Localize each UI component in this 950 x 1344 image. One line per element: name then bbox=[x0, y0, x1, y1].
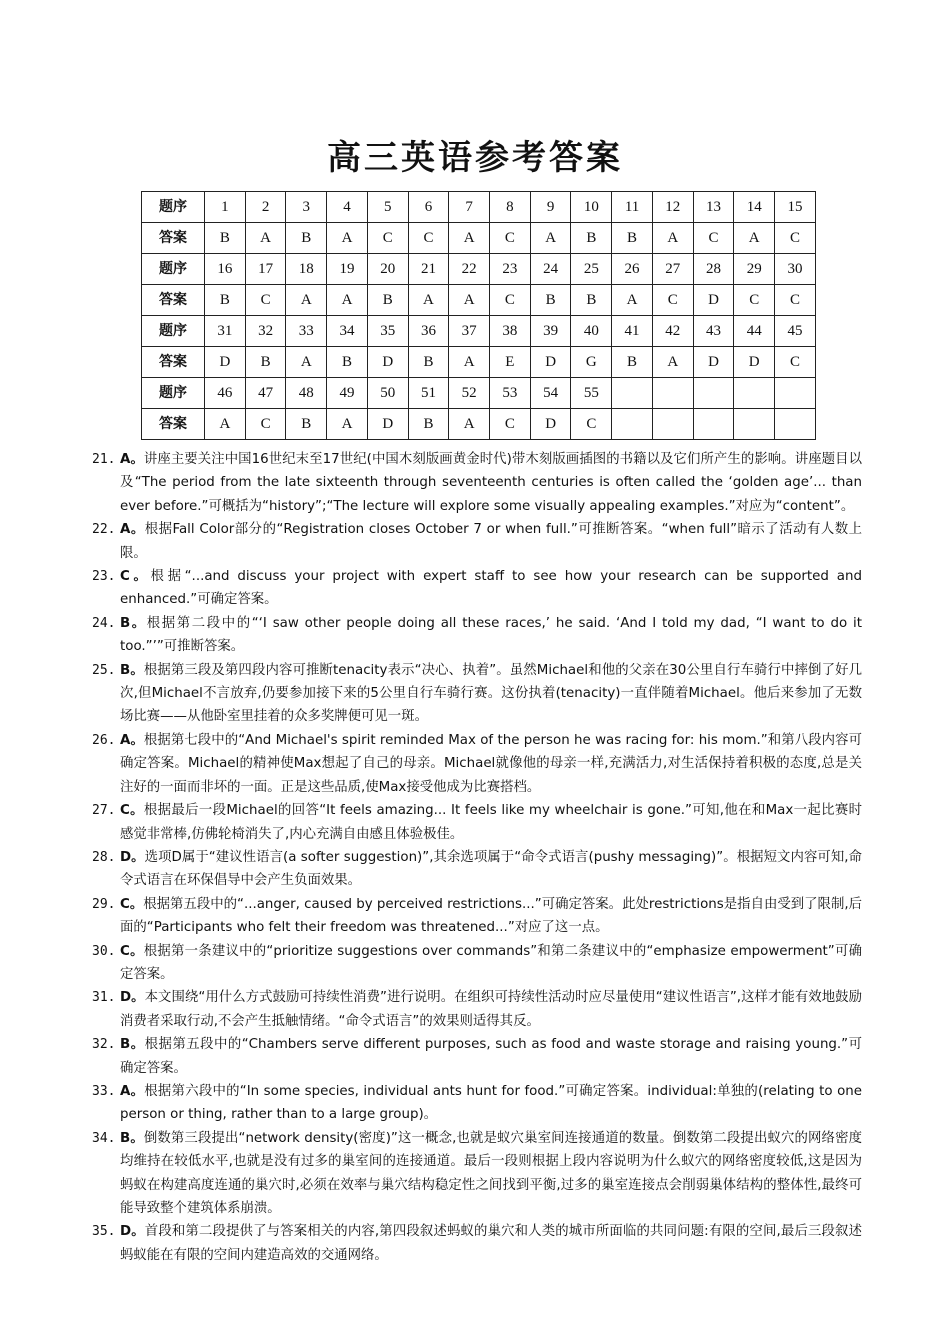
explanation-body: 根据第三段及第四段内容可推断tenacity表示“决心、执着”。虽然Michael和他的父亲在30公里自行车骑行中摔倒了好几次,但Michael不言放弃,仍要参加接下来的5公里自行车骑行赛。这份执着(tenacity)一直伴随着Michael。他后来参加了无数场比赛——从他卧室里挂着的众多奖牌便可见一斑。 bbox=[120, 662, 862, 725]
answer-row bbox=[142, 347, 816, 378]
question-number: 26. bbox=[92, 732, 116, 748]
question-number-cell: 31 bbox=[205, 316, 246, 347]
answer-cell: A bbox=[286, 347, 327, 378]
answer-cell: C bbox=[693, 223, 734, 254]
answer-letter: B。 bbox=[120, 615, 147, 631]
explanation-text bbox=[120, 846, 862, 893]
explanation-body: 根据第五段中的“...anger, caused by perceived restrictions...”可确定答案。此处restrictions是指自由受到了限制,后面的“Participants who felt their freedom was threatened...”对应了这一点。 bbox=[120, 896, 863, 936]
question-number-cell bbox=[734, 378, 775, 409]
question-number: 33. bbox=[92, 1083, 116, 1099]
question-number-cell: 21 bbox=[408, 254, 449, 285]
explanation-text bbox=[120, 518, 862, 565]
question-number: 23. bbox=[92, 569, 116, 585]
question-number: 29. bbox=[92, 896, 116, 912]
question-number-cell: 48 bbox=[286, 378, 327, 409]
question-number-cell: 6 bbox=[408, 192, 449, 223]
answer-cell: A bbox=[449, 409, 490, 440]
question-number-cell bbox=[652, 378, 693, 409]
answer-cell: A bbox=[205, 409, 246, 440]
question-number-cell: 34 bbox=[327, 316, 368, 347]
answer-cell: C bbox=[367, 223, 408, 254]
question-number-cell bbox=[775, 378, 816, 409]
question-number-cell: 40 bbox=[571, 316, 612, 347]
answer-cell: A bbox=[286, 285, 327, 316]
answer-letter: C。 bbox=[120, 569, 151, 585]
answer-letter: D。 bbox=[120, 1224, 145, 1240]
answer-cell: B bbox=[327, 347, 368, 378]
answer-cell: D bbox=[530, 347, 571, 378]
question-number-cell: 37 bbox=[449, 316, 490, 347]
answer-cell: C bbox=[775, 223, 816, 254]
explanation-text bbox=[120, 1033, 862, 1080]
question-number-cell: 15 bbox=[775, 192, 816, 223]
question-number-cell: 53 bbox=[490, 378, 531, 409]
answer-letter: D。 bbox=[120, 849, 145, 865]
answer-cell bbox=[652, 409, 693, 440]
explanation-body: 根据第七段中的“And Michael's spirit reminded Max of the person he was racing for: his mom.”和第八段内容可确定答案。Michael的精神使Max想起了自己的母亲。Michael就像他的母亲一样,充满活力,对生活保持着积极的态度,总是关注好的一面而非坏的一面。正是这些品质,使Max接受他成为比赛搭档。 bbox=[120, 732, 862, 795]
answer-cell: D bbox=[367, 409, 408, 440]
explanation-body: 首段和第二段提供了与答案相关的内容,第四段叙述蚂蚁的巢穴和人类的城市所面临的共同问题:有限的空间,最后三段叙述蚂蚁能在有限的空间内建造高效的交通网络。 bbox=[120, 1224, 862, 1263]
question-number-cell: 54 bbox=[530, 378, 571, 409]
answer-cell: A bbox=[449, 223, 490, 254]
answer-row-label: 答案 bbox=[142, 223, 205, 254]
question-number-cell: 33 bbox=[286, 316, 327, 347]
explanation-body: 根据第一条建议中的“prioritize suggestions over commands”和第二条建议中的“emphasize empowerment”可确定答案。 bbox=[120, 943, 863, 982]
answer-cell: B bbox=[286, 409, 327, 440]
question-number-cell: 50 bbox=[367, 378, 408, 409]
question-number-cell: 19 bbox=[327, 254, 368, 285]
answer-cell: B bbox=[571, 223, 612, 254]
question-number-cell: 12 bbox=[652, 192, 693, 223]
question-number-cell: 47 bbox=[245, 378, 286, 409]
answer-cell: C bbox=[490, 285, 531, 316]
explanation-item bbox=[92, 729, 862, 799]
explanation-item bbox=[92, 612, 862, 659]
question-number-cell: 13 bbox=[693, 192, 734, 223]
answer-cell: C bbox=[734, 285, 775, 316]
question-number-cell: 17 bbox=[245, 254, 286, 285]
answer-row bbox=[142, 285, 816, 316]
question-row-label: 题序 bbox=[142, 192, 205, 223]
explanation-text bbox=[120, 1220, 862, 1267]
explanation-text bbox=[120, 893, 862, 940]
question-number-cell: 44 bbox=[734, 316, 775, 347]
explanation-item bbox=[92, 659, 862, 729]
explanation-item bbox=[92, 1220, 862, 1267]
question-number-cell: 45 bbox=[775, 316, 816, 347]
explanation-body: 根据第六段中的“In some species, individual ants hunt for food.”可确定答案。individual:单独的(relating to one person or thing, rather than to a large group)。 bbox=[120, 1083, 862, 1123]
question-number-cell: 2 bbox=[245, 192, 286, 223]
explanation-body: 根据Fall Color部分的“Registration closes October 7 or when full.”可推断答案。“when full”暗示了活动有人数上限。 bbox=[120, 522, 862, 561]
answer-cell: A bbox=[530, 223, 571, 254]
answer-letter: A。 bbox=[120, 452, 144, 467]
explanation-text bbox=[120, 1080, 862, 1127]
explanation-text bbox=[120, 940, 862, 987]
question-row bbox=[142, 378, 816, 409]
question-number-cell: 16 bbox=[205, 254, 246, 285]
explanation-text bbox=[120, 659, 862, 729]
answer-cell: C bbox=[245, 409, 286, 440]
question-number-cell: 22 bbox=[449, 254, 490, 285]
question-number-cell: 1 bbox=[205, 192, 246, 223]
answer-cell: D bbox=[530, 409, 571, 440]
answer-cell: C bbox=[490, 409, 531, 440]
answer-cell: A bbox=[449, 347, 490, 378]
question-number-cell: 41 bbox=[612, 316, 653, 347]
answer-letter: C。 bbox=[120, 896, 144, 912]
answer-cell: B bbox=[530, 285, 571, 316]
question-number: 32. bbox=[92, 1037, 116, 1053]
question-number-cell: 36 bbox=[408, 316, 449, 347]
answer-cell: B bbox=[408, 409, 449, 440]
answer-cell: B bbox=[612, 223, 653, 254]
answer-cell: A bbox=[652, 347, 693, 378]
question-number-cell: 5 bbox=[367, 192, 408, 223]
explanation-text bbox=[120, 986, 862, 1033]
question-row-label: 题序 bbox=[142, 378, 205, 409]
explanation-item bbox=[92, 1127, 862, 1221]
answer-cell: A bbox=[327, 409, 368, 440]
answer-cell: A bbox=[652, 223, 693, 254]
explanation-body: 选项D属于“建议性语言(a softer suggestion)”,其余选项属于“命令式语言(pushy messaging)”。根据短文内容可知,命令式语言在环保倡导中会产生负面效果。 bbox=[120, 849, 862, 889]
answer-cell: B bbox=[408, 347, 449, 378]
answer-cell: C bbox=[652, 285, 693, 316]
question-number-cell: 8 bbox=[490, 192, 531, 223]
explanation-item bbox=[92, 518, 862, 565]
answer-cell: C bbox=[245, 285, 286, 316]
question-row bbox=[142, 316, 816, 347]
answer-letter: A。 bbox=[120, 522, 145, 538]
question-number-cell: 26 bbox=[612, 254, 653, 285]
answer-cell bbox=[612, 409, 653, 440]
explanation-body: 根据第五段中的“Chambers serve different purposes, such as food and waste storage and raising young.”可确定答案。 bbox=[120, 1037, 862, 1076]
answer-row bbox=[142, 409, 816, 440]
answer-cell bbox=[693, 409, 734, 440]
explanations bbox=[92, 448, 862, 1267]
explanation-text bbox=[120, 799, 862, 846]
answer-cell: C bbox=[775, 285, 816, 316]
explanation-body: 根据“...and discuss your project with expert staff to see how your research can be supported and enhanced.”可确定答案。 bbox=[120, 569, 862, 608]
question-number-cell: 28 bbox=[693, 254, 734, 285]
explanation-item bbox=[92, 986, 862, 1033]
answer-cell: A bbox=[327, 285, 368, 316]
answer-row bbox=[142, 223, 816, 254]
question-number: 28. bbox=[92, 849, 116, 865]
answer-cell: A bbox=[612, 285, 653, 316]
question-number-cell: 24 bbox=[530, 254, 571, 285]
question-number: 24. bbox=[92, 615, 116, 631]
answer-cell: C bbox=[775, 347, 816, 378]
answer-letter: B。 bbox=[120, 662, 144, 678]
question-row-label: 题序 bbox=[142, 254, 205, 285]
question-row-label: 题序 bbox=[142, 316, 205, 347]
explanation-item bbox=[92, 448, 862, 518]
answer-cell: D bbox=[693, 285, 734, 316]
question-number-cell: 29 bbox=[734, 254, 775, 285]
answer-cell: B bbox=[205, 223, 246, 254]
question-number-cell: 4 bbox=[327, 192, 368, 223]
question-number: 34. bbox=[92, 1130, 116, 1146]
answer-row-label: 答案 bbox=[142, 285, 205, 316]
explanation-item bbox=[92, 1080, 862, 1127]
answer-cell: C bbox=[408, 223, 449, 254]
answer-cell: D bbox=[734, 347, 775, 378]
question-number-cell: 32 bbox=[245, 316, 286, 347]
answer-cell: B bbox=[571, 285, 612, 316]
answer-table bbox=[141, 191, 816, 440]
question-number-cell: 14 bbox=[734, 192, 775, 223]
answer-cell bbox=[734, 409, 775, 440]
question-number: 31. bbox=[92, 990, 116, 1006]
answer-cell: A bbox=[245, 223, 286, 254]
answer-cell: C bbox=[490, 223, 531, 254]
answer-letter: A。 bbox=[120, 732, 144, 748]
question-number-cell: 38 bbox=[490, 316, 531, 347]
explanation-item bbox=[92, 1033, 862, 1080]
answer-cell: B bbox=[286, 223, 327, 254]
explanation-body: 本文围绕“用什么方式鼓励可持续性消费”进行说明。在组织可持续性活动时应尽量使用“建议性语言”,这样才能有效地鼓励消费者采取行动,不会产生抵触情绪。“命令式语言”的效果则适得其反。 bbox=[120, 990, 862, 1029]
question-number-cell bbox=[612, 378, 653, 409]
explanation-item bbox=[92, 799, 862, 846]
answer-row-label: 答案 bbox=[142, 409, 205, 440]
question-number-cell: 20 bbox=[367, 254, 408, 285]
question-number: 35. bbox=[92, 1224, 116, 1240]
question-number-cell: 9 bbox=[530, 192, 571, 223]
answer-row-label: 答案 bbox=[142, 347, 205, 378]
question-number-cell: 39 bbox=[530, 316, 571, 347]
explanation-body: 根据第二段中的“‘I saw other people doing all these races,’ he said. ‘And I told my dad, “I want to do it too.”’”可推断答案。 bbox=[120, 615, 862, 655]
answer-cell: D bbox=[693, 347, 734, 378]
explanation-body: 倒数第三段提出“network density(密度)”这一概念,也就是蚁穴巢室间连接通道的数量。倒数第二段提出蚁穴的网络密度均维持在较低水平,也就是没有过多的巢室间的连接通道。最后一段则根据上段内容说明为什么蚁穴的网络密度较低,这是因为蚂蚁在构建高度连通的巢穴时,必须在效率与巢穴结构稳定性之间找到平衡,过多的巢室连接点会削弱巢体结构的整体性,最终可能导致整个建筑体系崩溃。 bbox=[120, 1130, 862, 1216]
question-number-cell: 10 bbox=[571, 192, 612, 223]
question-number: 21. bbox=[92, 452, 116, 467]
answer-cell: B bbox=[367, 285, 408, 316]
question-row bbox=[142, 192, 816, 223]
answer-cell: B bbox=[245, 347, 286, 378]
question-number-cell: 42 bbox=[652, 316, 693, 347]
explanation-body: 讲座主要关注中国16世纪末至17世纪(中国木刻版画黄金时代)带木刻版画插图的书籍以及它们所产生的影响。讲座题目以及“The period from the late sixteenth through seventeenth centuries is often called the ‘golden age’... than ever before.”可概括为“history”;“The lecture will explore some visually appealing examples.”对应为“content”。 bbox=[120, 452, 862, 514]
question-number-cell: 49 bbox=[327, 378, 368, 409]
page-title: 高三英语参考答案 bbox=[327, 138, 623, 178]
question-number-cell: 11 bbox=[612, 192, 653, 223]
answer-cell: A bbox=[449, 285, 490, 316]
explanation-item bbox=[92, 940, 862, 987]
answer-cell: A bbox=[327, 223, 368, 254]
answer-cell: G bbox=[571, 347, 612, 378]
question-number: 30. bbox=[92, 943, 116, 959]
answer-cell: B bbox=[205, 285, 246, 316]
question-number-cell: 18 bbox=[286, 254, 327, 285]
question-number-cell: 43 bbox=[693, 316, 734, 347]
question-number-cell: 51 bbox=[408, 378, 449, 409]
question-number-cell: 3 bbox=[286, 192, 327, 223]
answer-cell: E bbox=[490, 347, 531, 378]
question-number-cell bbox=[693, 378, 734, 409]
question-number-cell: 55 bbox=[571, 378, 612, 409]
question-number-cell: 25 bbox=[571, 254, 612, 285]
answer-cell: A bbox=[734, 223, 775, 254]
question-number-cell: 52 bbox=[449, 378, 490, 409]
question-number-cell: 30 bbox=[775, 254, 816, 285]
question-number: 25. bbox=[92, 662, 116, 678]
question-row bbox=[142, 254, 816, 285]
question-number: 22. bbox=[92, 522, 116, 538]
explanation-text bbox=[120, 565, 862, 612]
answer-letter: B。 bbox=[120, 1037, 145, 1053]
explanation-text bbox=[120, 448, 862, 518]
answer-cell: A bbox=[408, 285, 449, 316]
question-number-cell: 27 bbox=[652, 254, 693, 285]
answer-letter: C。 bbox=[120, 943, 144, 959]
explanation-body: 根据最后一段Michael的回答“It feels amazing... It feels like my wheelchair is gone.”可知,他在和Max一起比赛时感觉非常棒,仿佛轮椅消失了,内心充满自由感且体验极佳。 bbox=[120, 803, 862, 842]
question-number-cell: 46 bbox=[205, 378, 246, 409]
explanation-item bbox=[92, 893, 862, 940]
answer-letter: B。 bbox=[120, 1130, 144, 1146]
answer-cell: D bbox=[367, 347, 408, 378]
answer-cell: C bbox=[571, 409, 612, 440]
answer-letter: C。 bbox=[120, 803, 144, 819]
answer-letter: A。 bbox=[120, 1083, 145, 1099]
answer-cell: D bbox=[205, 347, 246, 378]
explanation-text bbox=[120, 612, 862, 659]
question-number: 27. bbox=[92, 803, 116, 819]
answer-cell: B bbox=[612, 347, 653, 378]
question-number-cell: 7 bbox=[449, 192, 490, 223]
explanation-text bbox=[120, 1127, 862, 1221]
question-number-cell: 35 bbox=[367, 316, 408, 347]
explanation-text bbox=[120, 729, 862, 799]
answer-letter: D。 bbox=[120, 990, 145, 1006]
explanation-item bbox=[92, 846, 862, 893]
question-number-cell: 23 bbox=[490, 254, 531, 285]
explanation-item bbox=[92, 565, 862, 612]
answer-cell bbox=[775, 409, 816, 440]
